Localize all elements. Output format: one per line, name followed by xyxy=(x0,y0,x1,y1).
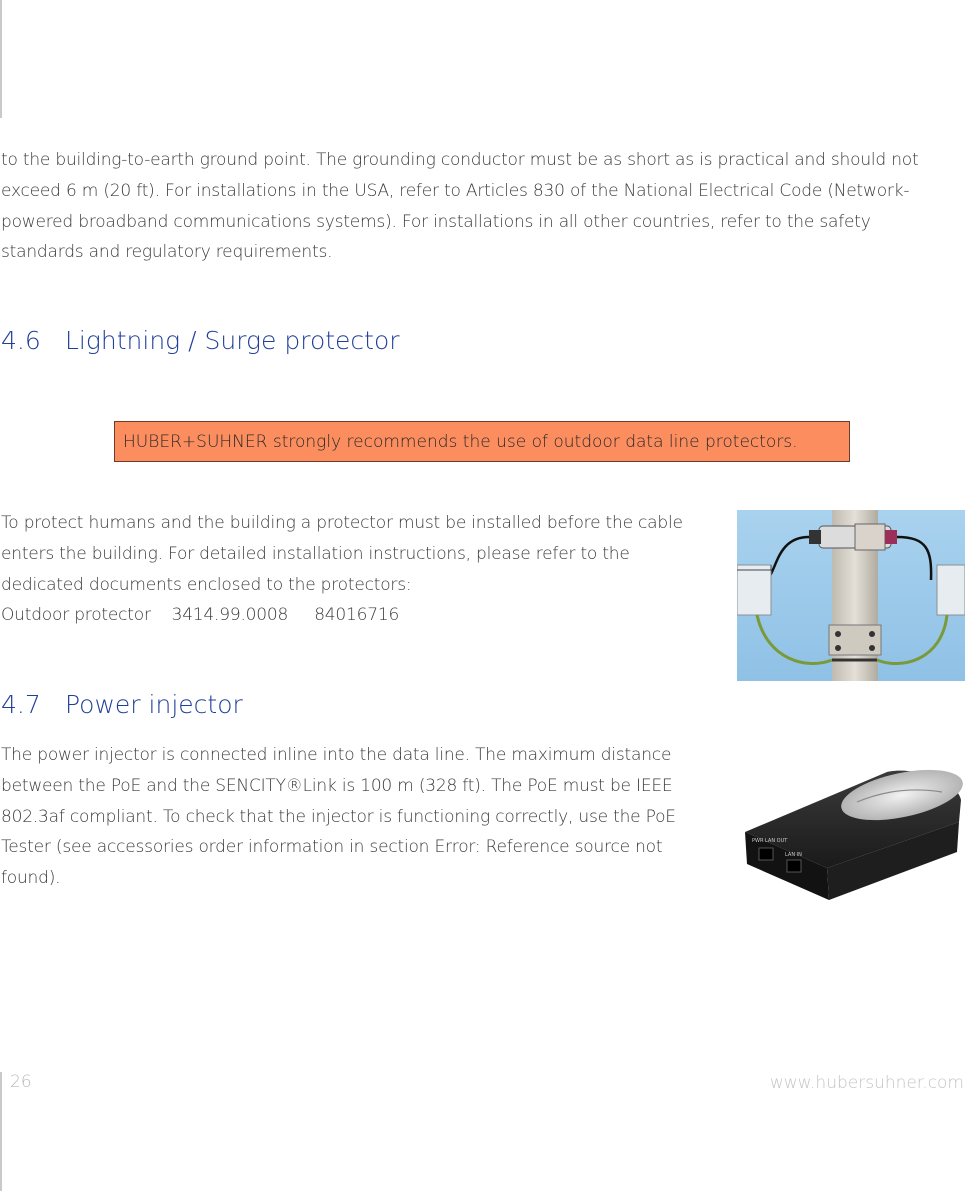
order-item-type-number: 3414.99.0008 xyxy=(171,605,289,626)
section-number: 4.7 xyxy=(1,690,41,719)
footer-website-link[interactable]: www.hubersuhner.com xyxy=(769,1073,964,1093)
power-injector-photo xyxy=(737,760,965,910)
order-item-name: Outdoor protector xyxy=(1,605,151,626)
margin-rule-top xyxy=(0,0,2,118)
order-item-line xyxy=(1,605,399,625)
svg-text:PWR LAN OUT: PWR LAN OUT xyxy=(752,838,788,844)
recommendation-callout: HUBER+SUHNER strongly recommends the use of outdoor data line protectors. xyxy=(114,421,850,462)
section-heading-4-6 xyxy=(1,326,400,355)
power-injector-paragraph: The power injector is connected inline into the data line. The maximum distance between the PoE and the SENCITY®Link is 100 m (328 ft). The PoE must be IEEE 802.3af compliant. To check that the injector is functioning correctly, use the PoE Tester (see accessories order information in section Error: Reference source not found). xyxy=(1,745,676,889)
section-heading-4-7 xyxy=(1,690,243,719)
protector-body-text: To protect humans and the building a protector must be installed before the cable enters the building. For detailed installation instructions, please refer to the dedicated documents enclosed to the protectors: xyxy=(1,513,683,595)
section-title: Power injector xyxy=(65,690,243,719)
page-number: 26 xyxy=(10,1072,32,1092)
order-item-number: 84016716 xyxy=(314,605,400,626)
intro-paragraph: to the building-to-earth ground point. The grounding conductor must be as short as is practical and should not exceed 6 m (20 ft). For installations in the USA, refer to Articles 830 of the National Electrical Code (Network-powered broadband communications systems). For installations in all other countries, refer to the safety standards and regulatory requirements. xyxy=(1,150,919,263)
svg-text:LAN IN: LAN IN xyxy=(785,852,802,858)
protector-paragraph xyxy=(1,508,691,631)
margin-rule-bottom xyxy=(0,1072,2,1191)
section-number: 4.6 xyxy=(1,326,41,355)
section-title: Lightning / Surge protector xyxy=(65,326,400,355)
surge-protector-photo xyxy=(737,510,965,681)
